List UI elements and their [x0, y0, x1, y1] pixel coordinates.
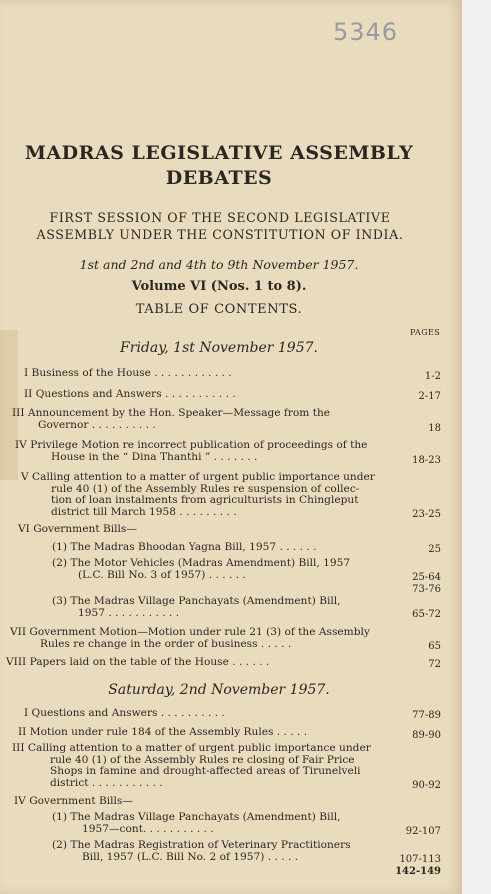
entry-line: Rules re change in the order of business . . . . .	[40, 637, 292, 650]
toc-section-heading	[14, 796, 314, 808]
entry-line: IV Government Bills—	[14, 795, 133, 807]
entry-line: (3) The Madras Village Panchayats (Amendment) Bill,	[52, 595, 341, 607]
entry-pages	[381, 509, 441, 521]
entry-line: (2) The Motor Vehicles (Madras Amendment) Bill, 1957	[52, 557, 351, 569]
session-line: ASSEMBLY UNDER THE CONSTITUTION OF INDIA.	[36, 227, 404, 242]
toc-entry	[18, 727, 383, 739]
toc-entry	[6, 657, 382, 669]
entry-pages	[381, 710, 441, 722]
page-range: 72	[428, 659, 441, 670]
entry-line: I Questions and Answers . . . . . . . . . .	[24, 707, 225, 719]
entry-pages	[381, 455, 441, 467]
entry-line: district till March 1958 . . . . . . . . .	[51, 505, 237, 518]
document-title-line2: DEBATES	[165, 167, 273, 189]
entry-line: VII Government Motion—Motion under rule 21 (3) of the Assembly	[10, 626, 370, 638]
toc-entry	[15, 440, 383, 463]
entry-pages	[381, 572, 441, 595]
toc-entry	[52, 840, 382, 863]
entry-pages	[381, 780, 441, 792]
entry-line: rule 40 (1) of the Assembly Rules re suspension of collec-	[51, 482, 360, 495]
document-title-line1: MADRAS LEGISLATIVE ASSEMBLY	[24, 142, 414, 164]
entry-pages	[381, 659, 441, 671]
entry-pages	[381, 854, 441, 877]
day-heading: Friday, 1st November 1957.	[120, 340, 318, 356]
entry-pages	[381, 641, 441, 653]
page-range: 25	[428, 544, 441, 555]
entry-line: (2) The Madras Registration of Veterinary Practitioners	[52, 839, 351, 851]
toc-entry	[10, 627, 382, 650]
entry-line: Bill, 1957 (L.C. Bill No. 2 of 1957) . . . . .	[82, 850, 299, 863]
entry-line: VIII Papers laid on the table of the House . . . . . .	[6, 656, 270, 668]
toc-entry	[24, 389, 384, 401]
entry-line: III Calling attention to a matter of urgent public importance under	[12, 742, 371, 754]
page-range: 65-72	[412, 609, 441, 620]
entry-pages	[381, 730, 441, 742]
entry-line: rule 40 (1) of the Assembly Rules re closing of Fair Price	[50, 753, 355, 766]
page-range: 25-64	[412, 572, 441, 583]
entry-line: II Questions and Answers . . . . . . . . . . .	[24, 388, 236, 400]
catalog-stamp: 5346	[333, 18, 399, 46]
entry-pages	[381, 544, 441, 556]
sitting-dates: 1st and 2nd and 4th to 9th November 1957.	[79, 257, 359, 272]
entry-pages	[381, 826, 441, 838]
page-range: 89-90	[412, 730, 441, 741]
toc-entry	[52, 558, 382, 581]
toc-entry	[52, 812, 382, 835]
page-range: 18-23	[412, 455, 441, 466]
entry-line: 1957 . . . . . . . . . . .	[78, 606, 180, 619]
entry-pages	[381, 423, 441, 435]
toc-entry	[12, 743, 383, 789]
page-range: 73-76	[412, 583, 441, 595]
entry-line: I Business of the House . . . . . . . . . . . .	[24, 367, 232, 379]
page-range: 142-149	[395, 865, 441, 877]
toc-entry	[24, 368, 384, 380]
page-range: 65	[428, 641, 441, 652]
page-range: 23-25	[412, 509, 441, 520]
entry-line: Shops in famine and drought-affected areas of Tirunelveli	[50, 765, 361, 777]
toc-entry	[12, 408, 382, 431]
entry-line: II Motion under rule 184 of the Assembly Rules . . . . .	[18, 726, 308, 738]
toc-section-heading	[18, 524, 318, 536]
pages-column-header: PAGES	[410, 328, 441, 337]
session-line: FIRST SESSION OF THE SECOND LEGISLATIVE	[49, 210, 391, 225]
entry-pages	[381, 391, 441, 403]
entry-line: 1957—cont. . . . . . . . . . .	[82, 822, 214, 835]
toc-entry	[52, 542, 382, 554]
entry-pages	[381, 609, 441, 621]
toc-entry	[52, 596, 382, 619]
page-range: 92-107	[405, 826, 441, 837]
entry-line: Governor . . . . . . . . . .	[38, 418, 156, 431]
toc-entry	[24, 708, 384, 720]
page-range: 2-17	[418, 391, 441, 402]
entry-line: VI Government Bills—	[18, 523, 137, 535]
entry-line: House in the “ Dina Thanthi ” . . . . . . .	[51, 450, 258, 463]
entry-line: tion of loan instalments from agriculturists in Chingleput	[51, 494, 359, 506]
entry-line: district . . . . . . . . . . .	[50, 776, 163, 789]
entry-line: (1) The Madras Bhoodan Yagna Bill, 1957 . . . . . .	[52, 541, 317, 553]
volume-label: Volume VI (Nos. 1 to 8).	[131, 279, 307, 294]
toc-title: TABLE OF CONTENTS.	[135, 302, 303, 317]
page-range: 77-89	[412, 710, 441, 721]
session-subtitle	[20, 209, 420, 243]
entry-line: IV Privilege Motion re incorrect publication of proceedings of the	[15, 439, 368, 451]
page-range: 18	[428, 423, 441, 434]
day-heading: Saturday, 2nd November 1957.	[108, 682, 330, 698]
entry-line: V Calling attention to a matter of urgent public importance under	[21, 471, 375, 483]
entry-line: (1) The Madras Village Panchayats (Amendment) Bill,	[52, 811, 341, 823]
page-range: 1-2	[424, 371, 441, 382]
entry-line: III Announcement by the Hon. Speaker—Message from the	[12, 407, 331, 419]
toc-entry	[21, 472, 383, 518]
entry-line: (L.C. Bill No. 3 of 1957) . . . . . .	[78, 568, 246, 581]
page-range: 107-113	[399, 854, 441, 865]
entry-pages	[381, 371, 441, 383]
page-range: 90-92	[412, 780, 441, 791]
